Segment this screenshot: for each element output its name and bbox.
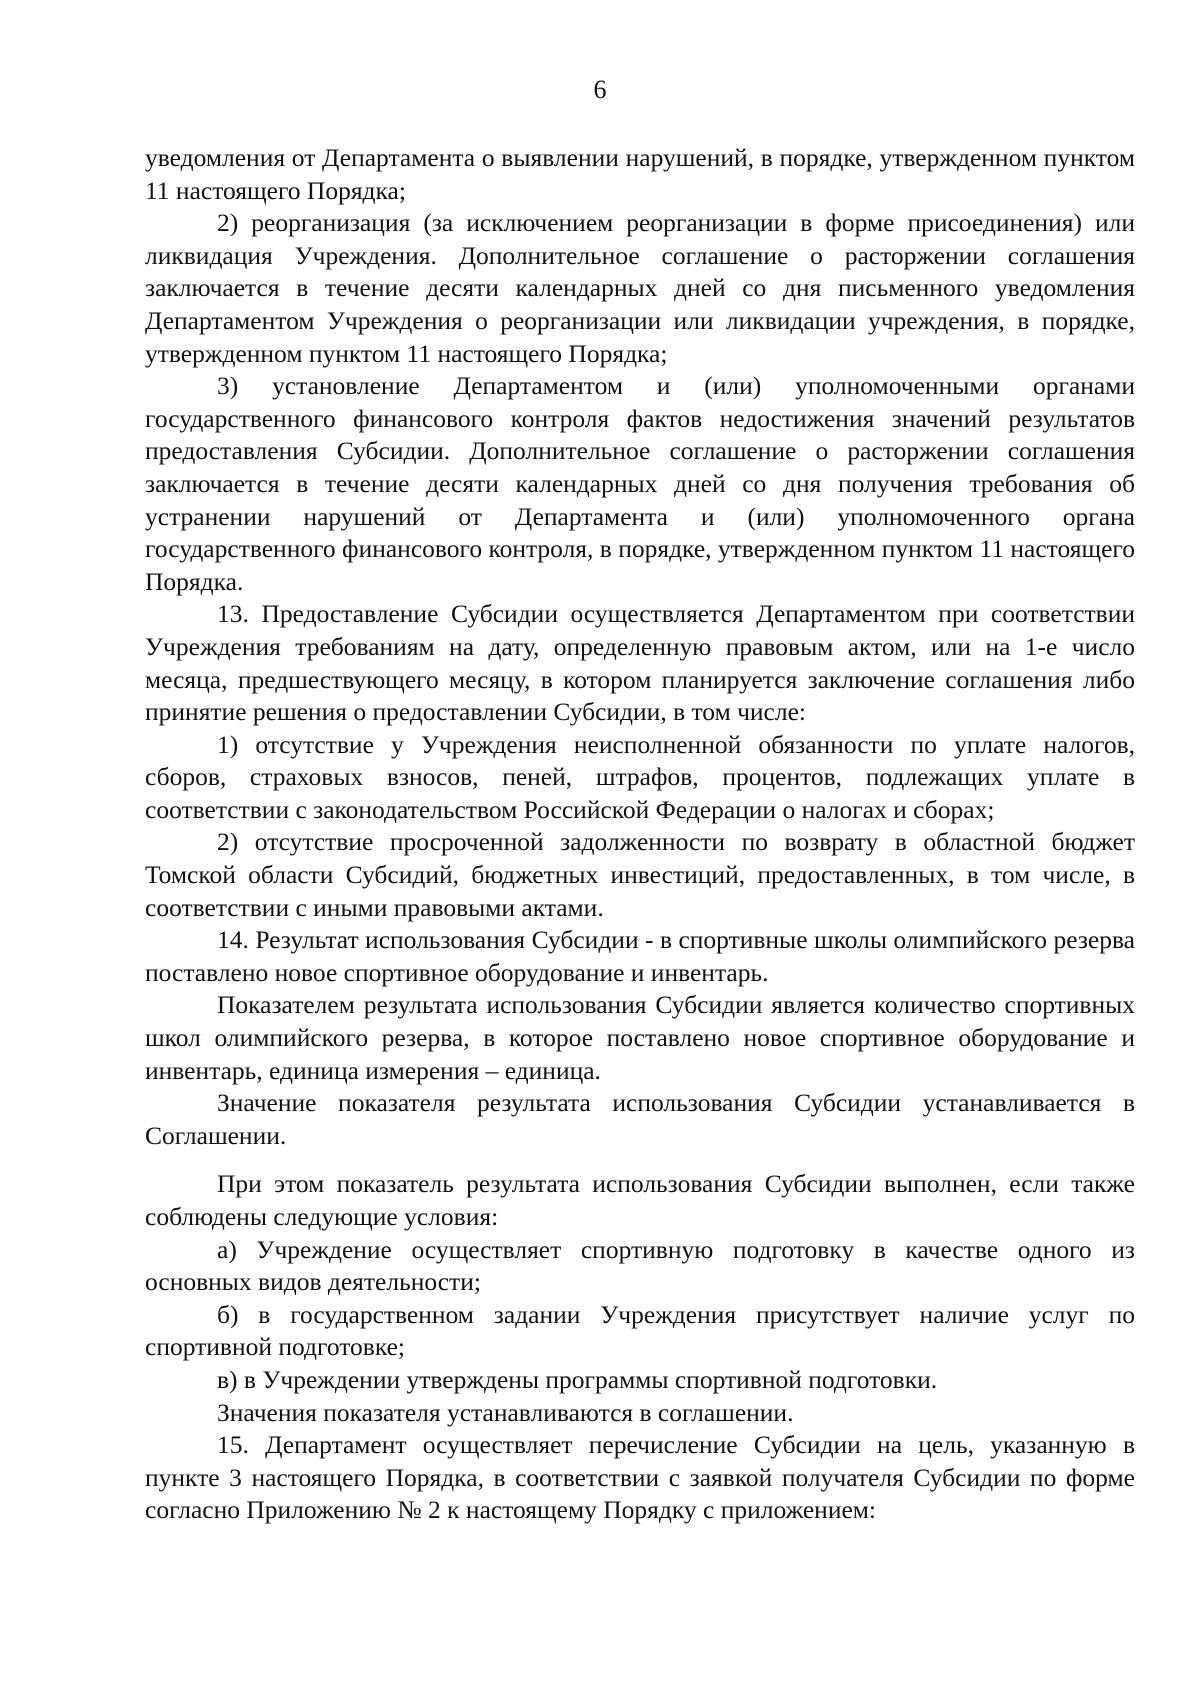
page-number: 6: [593, 75, 607, 104]
paragraph-indicator: Показателем результата использования Субсидии является количество спортивных школ олимпийского резерва, в которое поставлено новое спортивное оборудование и инвентарь, единица измерения – единица.: [145, 990, 1135, 1085]
paragraph-indicator-value: Значение показателя результата использования Субсидии устанавливается в Соглашении.: [145, 1088, 1135, 1150]
paragraph-clause-13-item-1: 1) отсутствие у Учреждения неисполненной обязанности по уплате налогов, сборов, страховых взносов, пеней, штрафов, процентов, подлежащих уплате в соответствии с законодательством Российской Федерации о налогах и сборах;: [145, 729, 1135, 824]
paragraph-clause-13: 13. Предоставление Субсидии осуществляется Департаментом при соответствии Учреждения требованиям на дату, определенную правовым актом, или на 1-е число месяца, предшествующего месяцу, в котором планируется заключение соглашения либо принятие решения о предоставлении Субсидии, в том числе:: [145, 599, 1135, 727]
paragraph-item-3-control: 3) установление Департаментом и (или) уполномоченными органами государственного финансового контроля фактов недостижения значений результатов предоставления Субсидии. Дополнительное соглашение о расторжении соглашения заключается в течение десяти календарных дней со дня получения требования об устранении нарушений от Департамента и (или) уполномоченного органа государственного финансового контроля, в порядке, утвержденном пунктом 11 настоящего Порядка.: [145, 371, 1135, 596]
paragraph-continuation: уведомления от Департамента о выявлении нарушений, в порядке, утвержденном пунктом 11 настоящего Порядка;: [145, 143, 1135, 205]
paragraph-conditions: При этом показатель результата использования Субсидии выполнен, если также соблюдены следующие условия:: [145, 1169, 1135, 1231]
paragraph-clause-15: 15. Департамент осуществляет перечисление Субсидии на цель, указанную в пункте 3 настоящего Порядка, в соответствии с заявкой получателя Субсидии по форме согласно Приложению № 2 к настоящему Порядку с приложением:: [145, 1430, 1135, 1525]
paragraph-condition-b: б) в государственном задании Учреждения присутствует наличие услуг по спортивной подготовке;: [145, 1299, 1135, 1362]
paragraph-indicator-values: Значения показателя устанавливаются в соглашении.: [217, 1397, 794, 1427]
document-body: [145, 142, 1135, 1527]
paragraph-condition-c: в) в Учреждении утверждены программы спортивной подготовки.: [217, 1364, 938, 1394]
paragraph-condition-a: а) Учреждение осуществляет спортивную подготовку в качестве одного из основных видов деятельности;: [145, 1234, 1135, 1297]
paragraph-clause-14: 14. Результат использования Субсидии - в спортивные школы олимпийского резерва поставлено новое спортивное оборудование и инвентарь.: [145, 925, 1135, 987]
paragraph-clause-13-item-2: 2) отсутствие просроченной задолженности по возврату в областной бюджет Томской области Субсидий, бюджетных инвестиций, предоставленных, в том числе, в соответствии с иными правовыми актами.: [145, 827, 1135, 922]
paragraph-item-2-reorganization: 2) реорганизация (за исключением реорганизации в форме присоединения) или ликвидация Учреждения. Дополнительное соглашение о расторжении соглашения заключается в течение десяти календарных дней со дня письменного уведомления Департаментом Учреждения о реорганизации или ликвидации учреждения, в порядке, утвержденном пунктом 11 настоящего Порядка;: [145, 208, 1135, 368]
